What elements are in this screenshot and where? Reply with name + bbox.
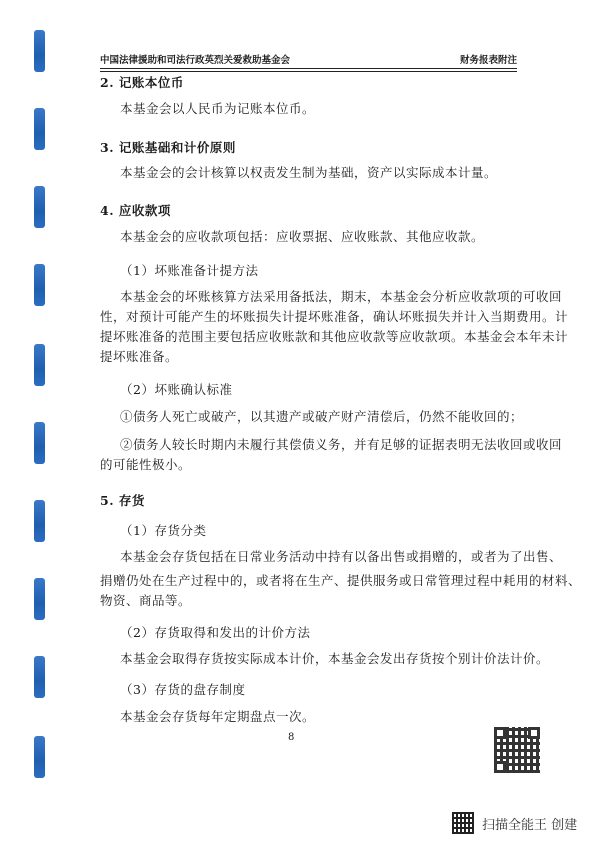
paragraph-line: （3）存货的盘存制度 <box>120 682 246 697</box>
binder-hole <box>34 578 45 620</box>
paragraph-line: （1）坏账准备计提方法 <box>120 263 259 278</box>
paragraph-line: 的可能性极小。 <box>100 457 192 472</box>
binder-holes <box>34 0 48 849</box>
paragraph-line: 提坏账准备。 <box>100 349 179 364</box>
qr-watermark-icon <box>452 812 474 834</box>
binder-hole <box>34 656 45 698</box>
paragraph-line: 本基金会的应收款项包括：应收票据、应收账款、其他应收款。 <box>120 229 485 244</box>
page-number: 8 <box>288 732 295 743</box>
section-heading: 5. 存货 <box>100 493 145 508</box>
binder-hole <box>34 264 45 306</box>
paragraph-line: 本基金会的坏账核算方法采用备抵法，期末，本基金会分析应收款项的可收回 <box>120 289 563 304</box>
binder-hole <box>34 422 45 464</box>
paragraph-line: （2）坏账确认标准 <box>120 382 233 397</box>
header-org: 中国法律援助和司法行政英烈关爱救助基金会 <box>100 55 291 66</box>
binder-hole <box>34 108 45 150</box>
paragraph-line: ①债务人死亡或破产，以其遗产或破产财产清偿后，仍然不能收回的； <box>120 409 524 424</box>
paragraph-line: 本基金会的会计核算以权责发生制为基础，资产以实际成本计量。 <box>120 165 498 180</box>
paragraph-line: 本基金会取得存货按实际成本计价，本基金会发出存货按个别计价法计价。 <box>120 651 550 666</box>
paragraph-line: （1）存货分类 <box>120 523 207 538</box>
scanner-watermark <box>452 812 577 834</box>
section-heading: 2. 记账本位币 <box>100 75 184 90</box>
binder-hole <box>34 344 45 386</box>
binder-hole <box>34 30 45 72</box>
binder-hole <box>34 736 45 778</box>
paragraph-line: （2）存货取得和发出的计价方法 <box>120 625 311 640</box>
binder-hole <box>34 500 45 542</box>
section-heading: 3. 记账基础和计价原则 <box>100 140 236 155</box>
paragraph-line: 本基金会存货包括在日常业务活动中持有以备出售或捐赠的，或者为了出售、 <box>120 549 563 564</box>
watermark-text: 扫描全能王 创建 <box>482 817 578 833</box>
paragraph-line: 本基金会存货每年定期盘点一次。 <box>120 709 316 724</box>
paragraph-line: 提坏账准备的范围主要包括应收账款和其他应收款等应收款项。本基金会本年未计 <box>100 329 569 344</box>
paragraph-line: ②债务人较长时期内未履行其偿债义务，并有足够的证据表明无法收回或收回 <box>120 437 563 452</box>
header-rule <box>100 68 517 69</box>
header-section: 财务报表附注 <box>459 55 517 66</box>
binder-hole <box>34 186 45 228</box>
paragraph-line: 性，对预计可能产生的坏账损失计提坏账准备，确认坏账损失并计入当期费用。计 <box>100 309 569 324</box>
paragraph-line: 本基金会以人民币为记账本位币。 <box>120 101 316 116</box>
header-rule-thin <box>100 71 517 72</box>
qr-code <box>494 727 540 773</box>
section-heading: 4. 应收款项 <box>100 203 171 218</box>
paragraph-line: 捐赠仍处在生产过程中的，或者将在生产、提供服务或日常管理过程中耗用的材料、 <box>100 573 582 588</box>
paragraph-line: 物资、商品等。 <box>100 593 192 608</box>
